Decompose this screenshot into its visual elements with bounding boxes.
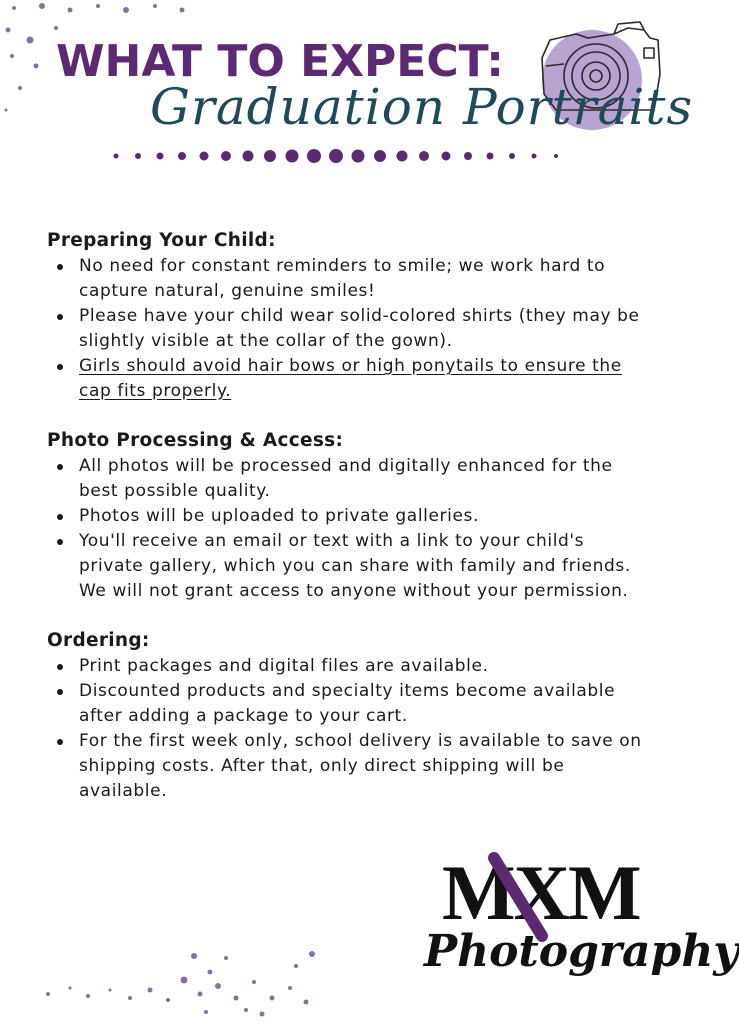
bullet-list xyxy=(47,254,647,404)
dotted-divider xyxy=(112,148,572,164)
content xyxy=(47,228,647,828)
list-item: Print packages and digital files are available. xyxy=(47,654,647,679)
list-item: Discounted products and specialty items become available after adding a package to your cart. xyxy=(47,679,647,729)
list-item: All photos will be processed and digitally enhanced for the best possible quality. xyxy=(47,454,647,504)
page-subtitle: Graduation Portraits xyxy=(150,78,694,136)
underlined-note: Girls should avoid hair bows or high ponytails to ensure the cap fits properly. xyxy=(79,356,622,401)
page-title: WHAT TO EXPECT: xyxy=(56,36,504,87)
list-item: No need for constant reminders to smile; we work hard to capture natural, genuine smiles! xyxy=(47,254,647,304)
logo-wordmark: MXM xyxy=(442,849,640,936)
list-item: You'll receive an email or text with a link to your child's private gallery, which you can share with family and friends. We will not grant access to anyone without your permission. xyxy=(47,529,647,604)
section-heading: Preparing Your Child: xyxy=(47,230,276,251)
section-ordering xyxy=(47,628,647,804)
bullet-list xyxy=(47,454,647,604)
section-heading: Ordering: xyxy=(47,630,150,651)
section-preparing xyxy=(47,228,647,404)
brand-logo xyxy=(420,848,739,998)
list-item: Please have your child wear solid-colored shirts (they may be slightly visible at the collar of the gown). xyxy=(47,304,647,354)
bullet-list xyxy=(47,654,647,804)
list-item xyxy=(47,354,647,404)
list-item: For the first week only, school delivery is available to save on shipping costs. After that, only direct shipping will be available. xyxy=(47,729,647,804)
logo-tagline: Photography xyxy=(424,926,739,977)
list-item: Photos will be uploaded to private galleries. xyxy=(47,504,647,529)
section-heading: Photo Processing & Access: xyxy=(47,430,344,451)
section-processing xyxy=(47,428,647,604)
